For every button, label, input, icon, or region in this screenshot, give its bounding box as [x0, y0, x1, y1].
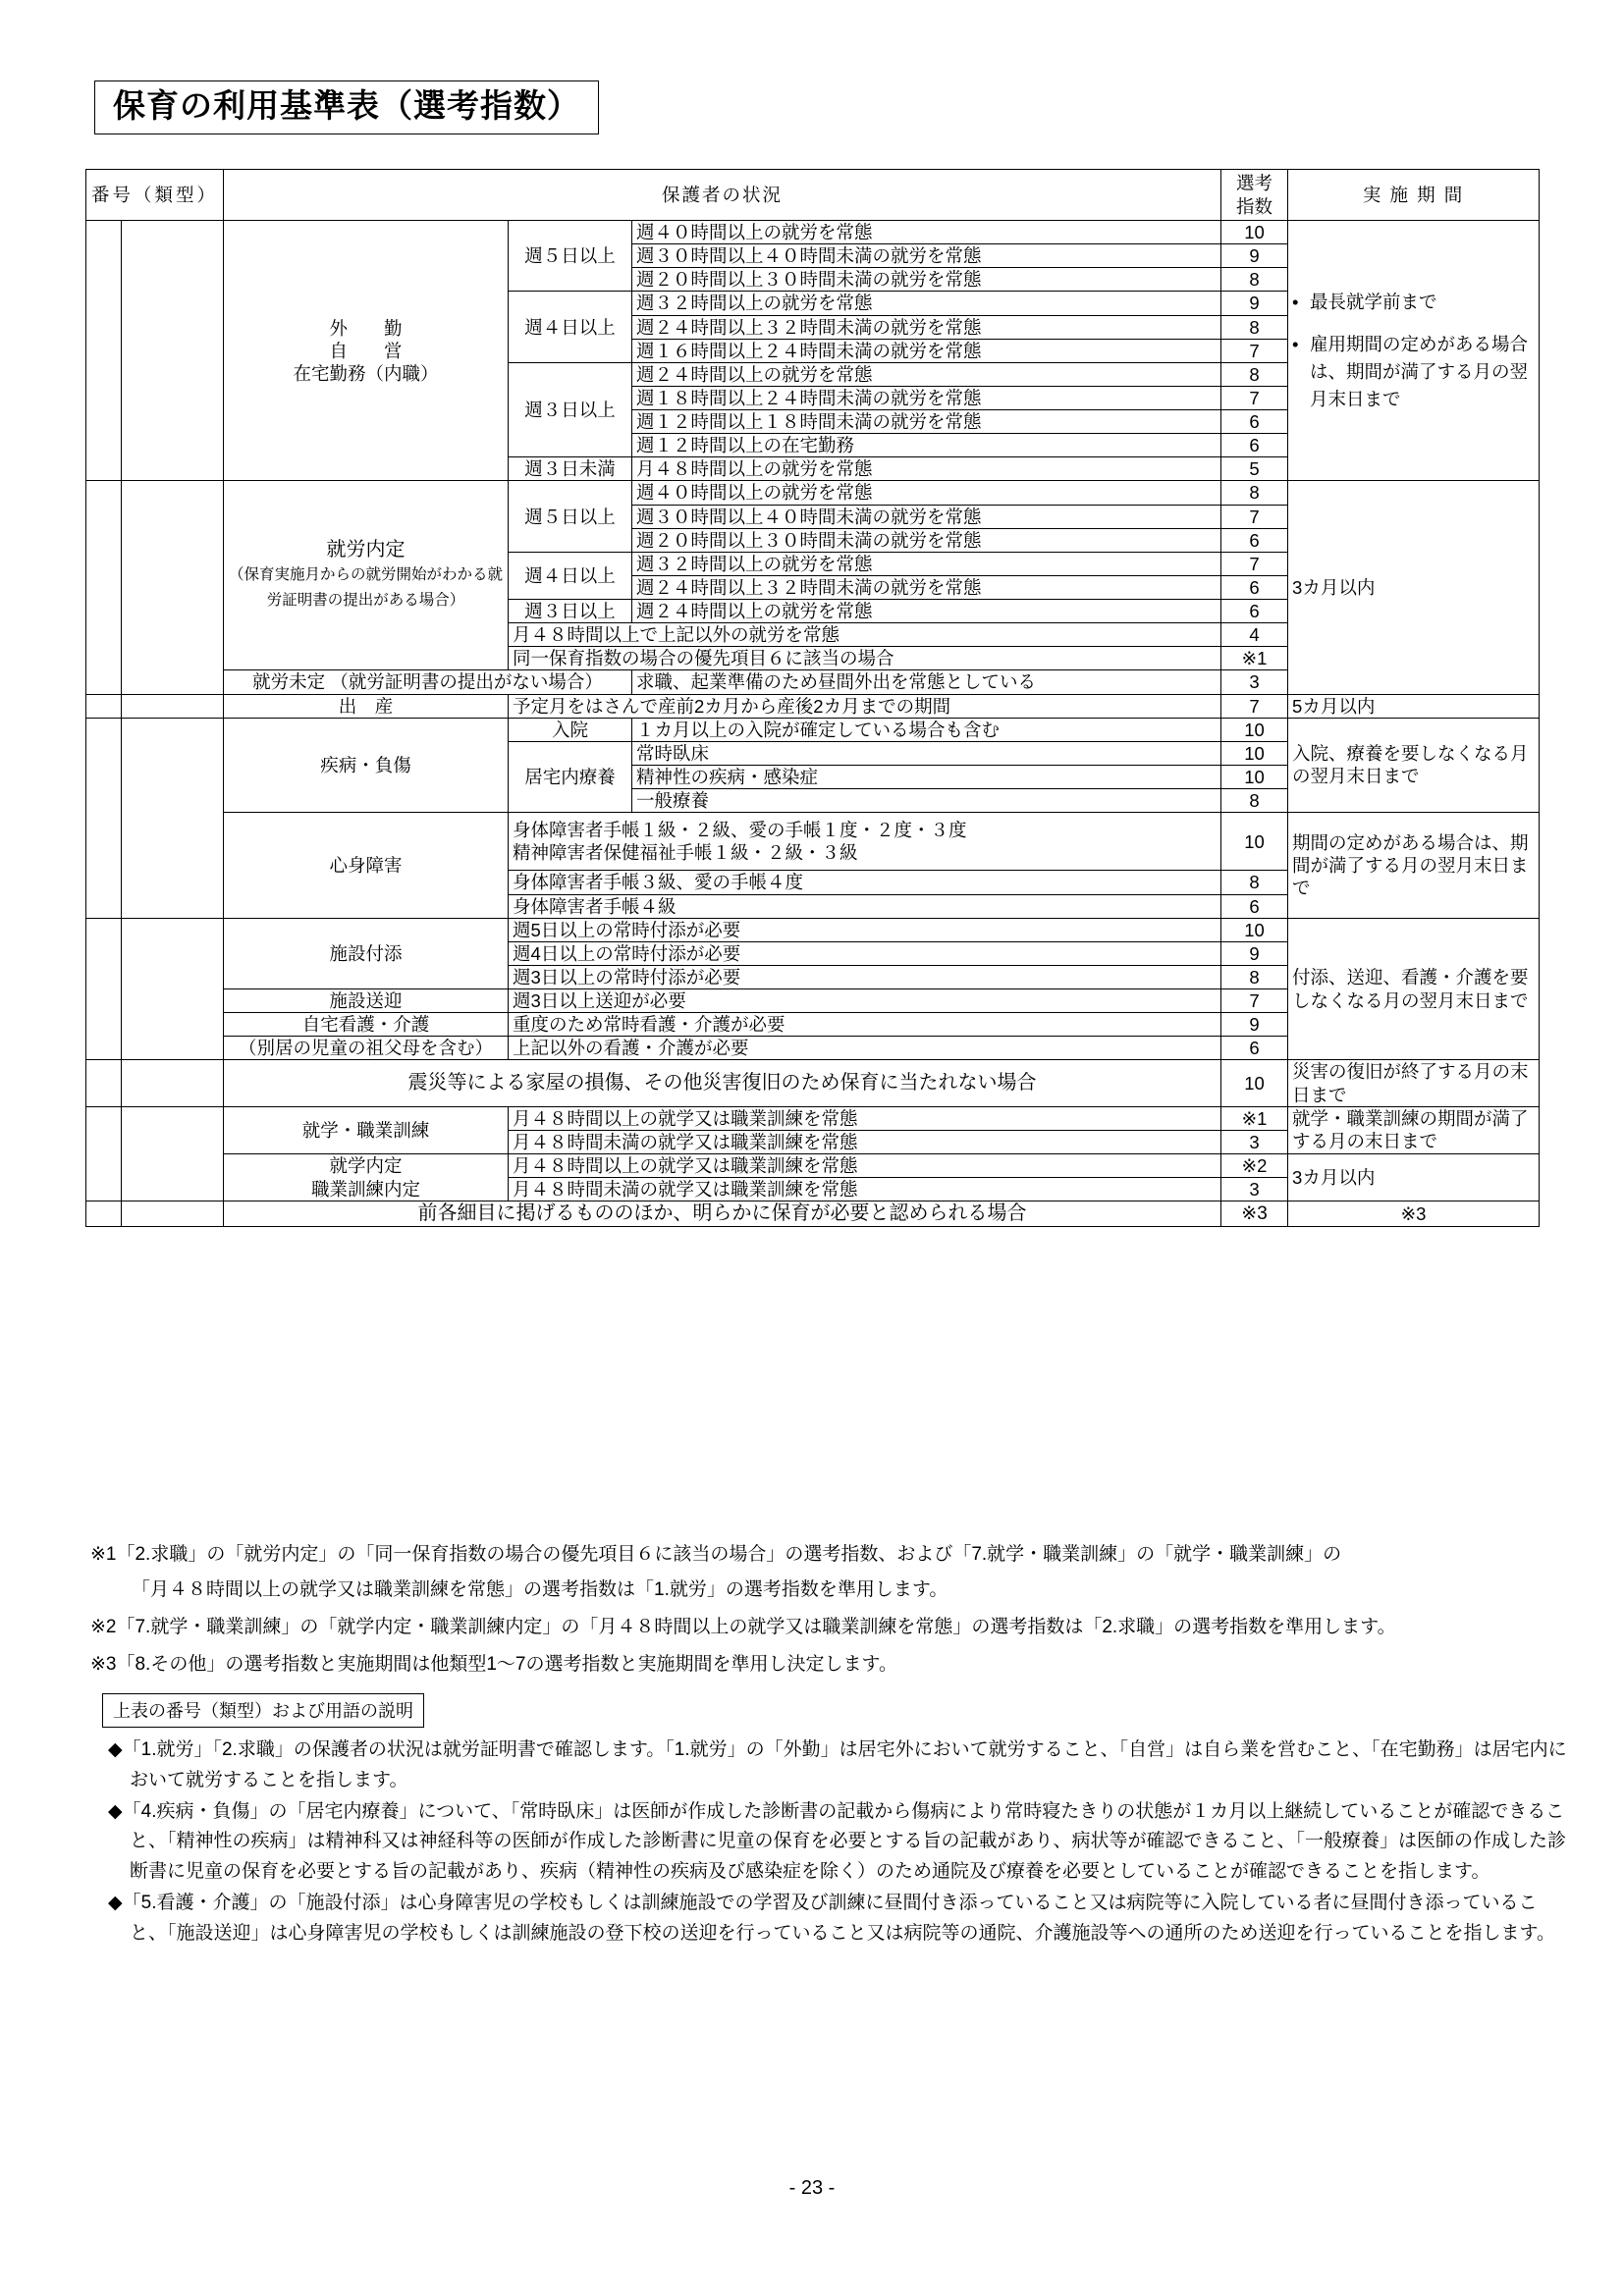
row3-period: 5カ月以内 [1288, 694, 1540, 718]
row4-type-line2: 負 傷 [144, 796, 200, 817]
table-row [86, 1106, 1540, 1130]
row2-days-4: 週４日以上 [509, 552, 632, 599]
header-score-line2: 指数 [1236, 195, 1273, 217]
row2-undecided-label: 就労未定 [252, 671, 326, 693]
row8-desc: 前各細目に掲げるもののほか、明らかに保育が必要と認められる場合 [224, 1201, 1221, 1227]
row2-undecided-category [224, 670, 632, 694]
row2-days-3: 週３日以上 [509, 600, 632, 623]
row4-number: 4 [86, 718, 122, 918]
row7-period-1: 就学・職業訓練の期間が満了する月の末日まで [1288, 1106, 1540, 1153]
row1-item-5-desc: 週１６時間以上２４時間未満の就労を常態 [632, 339, 1221, 362]
row1-item-6-desc: 週２４時間以上の就労を常態 [632, 362, 1221, 386]
row7-item2-1-desc: 月４８時間未満の就学又は職業訓練を常態 [509, 1178, 1221, 1201]
footnote-1-line1: ※1「2.求職」の「就労内定」の「同一保育指数の場合の優先項目６に該当の場合」の選考指数、および「7.就学・職業訓練」の「就学・職業訓練」の [90, 1544, 1342, 1565]
row4-item2-2-desc: 身体障害者手帳４級 [509, 894, 1221, 918]
row2-item-4-score: 6 [1221, 575, 1288, 599]
row1-item-8-score: 6 [1221, 410, 1288, 434]
header-number: 番号（類型） [86, 170, 224, 221]
row4-item2-1-desc: 身体障害者手帳３級、愛の手帳４度 [509, 871, 1221, 894]
row5-type [122, 918, 224, 1060]
row1-number: 1 [86, 221, 122, 481]
row1-item-2-desc: 週２０時間以上３０時間未満の就労を常態 [632, 268, 1221, 292]
row7-period-2: 3カ月以内 [1288, 1153, 1540, 1201]
row2-type: 求 職 [122, 481, 224, 694]
row5-item1-2-desc: 週3日以上の常時付添が必要 [509, 965, 1221, 988]
row4-item1-2-desc: 精神性の疾病・感染症 [632, 765, 1221, 788]
diamond-icon: ◆ [108, 1739, 123, 1760]
row5-item2-score: 7 [1221, 989, 1288, 1013]
table-row [86, 221, 1540, 244]
row1-item-6-score: 8 [1221, 362, 1288, 386]
row7-type-line2: ・ [163, 1144, 182, 1164]
row1-item-8-desc: 週１２時間以上１８時間未満の就労を常態 [632, 410, 1221, 434]
row4-type [122, 718, 224, 918]
row4-item2-0-desc [509, 813, 1221, 871]
row5-category-2: 施設送迎 [224, 989, 509, 1013]
row4-item1-0-desc: １カ月以上の入院が確定している場合も含む [632, 718, 1221, 741]
row6-number: 6 [86, 1060, 122, 1106]
row2-period: 3カ月以内 [1288, 481, 1540, 694]
row1-item-1-score: 9 [1221, 244, 1288, 268]
row4-item2-2-score: 6 [1221, 894, 1288, 918]
row4-item2-0-score: 10 [1221, 813, 1288, 871]
table-row [86, 918, 1540, 941]
row2-item-2-desc: 週２０時間以上３０時間未満の就労を常態 [632, 528, 1221, 552]
row1-type: 就 労 [122, 221, 224, 481]
row7-type-line3: 職業訓練 [135, 1165, 210, 1186]
row2-category [224, 481, 509, 670]
row4-sub-1: 入院 [509, 718, 632, 741]
row1-item-9-score: 6 [1221, 434, 1288, 457]
footnote-2: ※2「7.就学・職業訓練」の「就学内定・職業訓練内定」の「月４８時間以上の就学又は職業訓練を常態」の選考指数は「2.求職」の選考指数を準用します。 [90, 1617, 1396, 1638]
row1-item-0-score: 10 [1221, 221, 1288, 244]
row1-period-item: • 雇用期間の定めがある場合は、期間が満了する月の翌月末日まで [1292, 331, 1535, 412]
row5-item3-0-desc: 重度のため常時看護・介護が必要 [509, 1013, 1221, 1037]
row7-category-2-line2: 職業訓練内定 [311, 1178, 421, 1200]
row4-type-line3: ・ [163, 819, 182, 839]
row4-item1-3-desc: 一般療養 [632, 789, 1221, 813]
row6-period: 災害の復旧が終了する月の末日まで [1288, 1060, 1540, 1106]
row4-item1-1-desc: 常時臥床 [632, 741, 1221, 765]
row1-period-list [1292, 289, 1535, 413]
row7-item1-1-score: 3 [1221, 1130, 1288, 1153]
explanation-item-text: 「5.看護・介護」の「施設付添」は心身障害児の学校もしくは訓練施設での学習及び訓練に昼間付き添っていること又は病院等に入院している者に昼間付き添っていること、「施設送迎」は心身障害児の学校もしくは訓練施設の登下校の送迎を行っていること又は病院等の通院、介護施設等への通所のため送迎を行っていることを指します。 [122, 1892, 1555, 1944]
row2-wide2-score: ※1 [1221, 647, 1288, 670]
explanation-item-text: 「1.就労」「2.求職」の保護者の状況は就労証明書で確認します。「1.就労」の「外勤」は居宅外において就労すること、「自営」は自ら業を営むこと、「在宅勤務」は居宅内において就労することを指します。 [122, 1739, 1567, 1790]
row2-item-3-desc: 週３２時間以上の就労を常態 [632, 552, 1221, 575]
row2-item-4-desc: 週２４時間以上３２時間未満の就労を常態 [632, 575, 1221, 599]
row1-item-9-desc: 週１２時間以上の在宅勤務 [632, 434, 1221, 457]
row2-item-0-desc: 週４０時間以上の就労を常態 [632, 481, 1221, 505]
row6-score: 10 [1221, 1060, 1288, 1106]
row1-item-0-desc: 週４０時間以上の就労を常態 [632, 221, 1221, 244]
row1-item-10-score: 5 [1221, 457, 1288, 481]
row5-type-line1: 看 護 [140, 967, 204, 988]
row1-item-4-desc: 週２４時間以上３２時間未満の就労を常態 [632, 315, 1221, 339]
row2-number: 2 [86, 481, 122, 694]
table-row [86, 718, 1540, 741]
explanation-item-text: 「4.疾病・負傷」の「居宅内療養」について、「常時臥床」は医師が作成した診断書の記載から傷病により常時寝たきりの状態が１カ月以上継続していることが確認できること、「精神性の疾病」は精神科又は神経科等の医師が作成した診断書に児童の保育を必要とする旨の記載があり、病状等が確認できること、「一般療養」は医師の作成した診断書に児童の保育を必要とする旨の記載があり、疾病（精神性の疾病及び感染症を除く）のため通院及び療養を必要としていることが確認できることを指します。 [122, 1800, 1567, 1883]
footnote-1 [90, 1537, 1563, 1608]
row1-category [224, 221, 509, 481]
row1-item-10-desc: 月４８時間以上の就労を常態 [632, 457, 1221, 481]
diamond-icon: ◆ [108, 1800, 123, 1822]
row2-item-2-score: 6 [1221, 528, 1288, 552]
row8-type: その他 [122, 1201, 224, 1227]
row5-period: 付添、送迎、看護・介護を要しなくなる月の翌月末日まで [1288, 918, 1540, 1060]
row2-wide2-desc: 同一保育指数の場合の優先項目６に該当の場合 [509, 647, 1221, 670]
row6-desc: 震災等による家屋の損傷、その他災害復旧のため保育に当たれない場合 [224, 1060, 1221, 1106]
row4-item2-0-line1: 身体障害者手帳１級・２級、愛の手帳１度・２度・３度 [513, 820, 967, 841]
table-row [86, 1201, 1540, 1227]
footnotes [90, 1537, 1563, 1684]
row1-item-4-score: 8 [1221, 315, 1288, 339]
row7-item1-0-score: ※1 [1221, 1106, 1288, 1130]
row1-days-4: 週４日以上 [509, 292, 632, 362]
row8-score: ※3 [1221, 1201, 1288, 1227]
header-score-line1: 選考 [1236, 173, 1273, 194]
row1-category-line1: 外 勤 [329, 317, 403, 339]
header-score [1221, 170, 1288, 221]
row5-type-line2: 介 護 [140, 989, 204, 1011]
page-number: - 23 - [788, 2177, 836, 2199]
row1-item-1-desc: 週３０時間以上４０時間未満の就労を常態 [632, 244, 1221, 268]
row5-item1-1-desc: 週4日以上の常時付添が必要 [509, 941, 1221, 965]
row8-period: ※3 [1288, 1201, 1540, 1227]
table-header-row [86, 170, 1540, 221]
row5-item1-0-desc: 週5日以上の常時付添が必要 [509, 918, 1221, 941]
explanation-list [90, 1735, 1573, 1949]
table-row [86, 1060, 1540, 1106]
table-row [86, 1153, 1540, 1177]
row1-days-3: 週３日以上 [509, 362, 632, 457]
row5-item1-2-score: 8 [1221, 965, 1288, 988]
row7-item2-1-score: 3 [1221, 1178, 1288, 1201]
row2-days-5: 週５日以上 [509, 481, 632, 552]
row1-category-line3: 在宅勤務（内職） [293, 362, 439, 384]
page-title: 保育の利用基準表（選考指数） [94, 80, 599, 134]
row5-item1-0-score: 10 [1221, 918, 1288, 941]
row4-sub-2: 居宅内療養 [509, 741, 632, 812]
row3-category: 出 産 [224, 694, 509, 718]
row7-item2-0-score: ※2 [1221, 1153, 1288, 1177]
row2-undecided-note: （就労証明書の提出がない場合） [330, 671, 603, 693]
row7-category-2-line1: 就学内定 [329, 1155, 403, 1177]
explanation-item [90, 1735, 1573, 1796]
row1-category-line2: 自 営 [329, 340, 403, 361]
footnote-1-line2: 「月４８時間以上の就学又は職業訓練を常態」の選考指数は「1.就労」の選考指数を準用します。 [132, 1579, 948, 1601]
row1-item-3-desc: 週３２時間以上の就労を常態 [632, 292, 1221, 315]
row1-period [1288, 221, 1540, 481]
row7-type-line1: 就 学 [144, 1121, 200, 1142]
explanation-box-label: 上表の番号（類型）および用語の説明 [102, 1693, 424, 1728]
row8-number: 8 [86, 1201, 122, 1227]
table-row [86, 694, 1540, 718]
row4-item1-0-score: 10 [1221, 718, 1288, 741]
row5-number: 5 [86, 918, 122, 1060]
row4-category-1: 疾病・負傷 [224, 718, 509, 813]
row3-score: 7 [1221, 694, 1288, 718]
row2-item-1-desc: 週３０時間以上４０時間未満の就労を常態 [632, 505, 1221, 528]
diamond-icon: ◆ [108, 1892, 123, 1913]
row2-wide1-score: 4 [1221, 623, 1288, 647]
explanation-item [90, 1797, 1573, 1888]
row5-item3-1-desc: 上記以外の看護・介護が必要 [509, 1037, 1221, 1060]
row1-item-2-score: 8 [1221, 268, 1288, 292]
row1-days-3under: 週３日未満 [509, 457, 632, 481]
row5-item1-1-score: 9 [1221, 941, 1288, 965]
row7-category-2 [224, 1153, 509, 1201]
row1-item-5-score: 7 [1221, 339, 1288, 362]
row4-period-2: 期間の定めがある場合は、期間が満了する月の翌月末日まで [1288, 813, 1540, 919]
row4-item2-1-score: 8 [1221, 871, 1288, 894]
header-period: 実 施 期 間 [1288, 170, 1540, 221]
row4-item1-2-score: 10 [1221, 765, 1288, 788]
row3-number: 3 [86, 694, 122, 718]
row4-item2-0-line2: 精神障害者保健福祉手帳１級・２級・３級 [513, 842, 858, 864]
row2-item-0-score: 8 [1221, 481, 1288, 505]
row7-number: 7 [86, 1106, 122, 1201]
row1-days-5: 週５日以上 [509, 221, 632, 292]
row4-item1-3-score: 8 [1221, 789, 1288, 813]
row3-type: 出 産 [122, 694, 224, 718]
row1-item-3-score: 9 [1221, 292, 1288, 315]
row5-item3-1-score: 6 [1221, 1037, 1288, 1060]
row5-item2-desc: 週3日以上送迎が必要 [509, 989, 1221, 1013]
row2-item-1-score: 7 [1221, 505, 1288, 528]
row7-type [122, 1106, 224, 1201]
row2-item-5-score: 6 [1221, 600, 1288, 623]
row2-item-5-desc: 週２４時間以上の就労を常態 [632, 600, 1221, 623]
row2-item-3-score: 7 [1221, 552, 1288, 575]
footnote-3: ※3「8.その他」の選考指数と実施期間は他類型1～7の選考指数と実施期間を準用し決定します。 [90, 1654, 897, 1676]
row5-category-3-note: （別居の児童の祖父母を含む） [224, 1037, 509, 1060]
selection-index-table [85, 169, 1540, 1227]
row7-item2-0-desc: 月４８時間以上の就学又は職業訓練を常態 [509, 1153, 1221, 1177]
row7-item1-0-desc: 月４８時間以上の就学又は職業訓練を常態 [509, 1106, 1221, 1130]
row1-period-item: • 最長就学前まで [1292, 289, 1535, 316]
row1-item-7-score: 7 [1221, 386, 1288, 409]
row7-item1-1-desc: 月４８時間未満の就学又は職業訓練を常態 [509, 1130, 1221, 1153]
explanation-item [90, 1889, 1573, 1949]
row2-category-note: （保育実施月からの就労開始がわかる就労証明書の提出がある場合） [229, 566, 504, 609]
row2-undecided-desc: 求職、起業準備のため昼間外出を常態としている [632, 670, 1221, 694]
row4-item1-1-score: 10 [1221, 741, 1288, 765]
row4-type-line1: 疾 病 [144, 774, 200, 795]
row5-category-1: 施設付添 [224, 918, 509, 988]
table-row [86, 813, 1540, 871]
row4-category-2: 心身障害 [224, 813, 509, 919]
table-row [86, 481, 1540, 505]
row1-item-7-desc: 週１８時間以上２４時間未満の就労を常態 [632, 386, 1221, 409]
row2-category-main: 就労内定 [326, 539, 406, 561]
row4-type-line4: 障 害 [144, 840, 200, 861]
header-situation: 保護者の状況 [224, 170, 1221, 221]
row3-desc: 予定月をはさんで産前2カ月から産後2カ月までの期間 [509, 694, 1221, 718]
row4-period-1: 入院、療養を要しなくなる月の翌月末日まで [1288, 718, 1540, 813]
row6-type: 災害復旧 [122, 1060, 224, 1106]
row5-category-3: 自宅看護・介護 [224, 1013, 509, 1037]
row2-undecided-score: 3 [1221, 670, 1288, 694]
row7-category-1: 就学・職業訓練 [224, 1106, 509, 1153]
row5-item3-0-score: 9 [1221, 1013, 1288, 1037]
row2-wide1-desc: 月４８時間以上で上記以外の就労を常態 [509, 623, 1221, 647]
